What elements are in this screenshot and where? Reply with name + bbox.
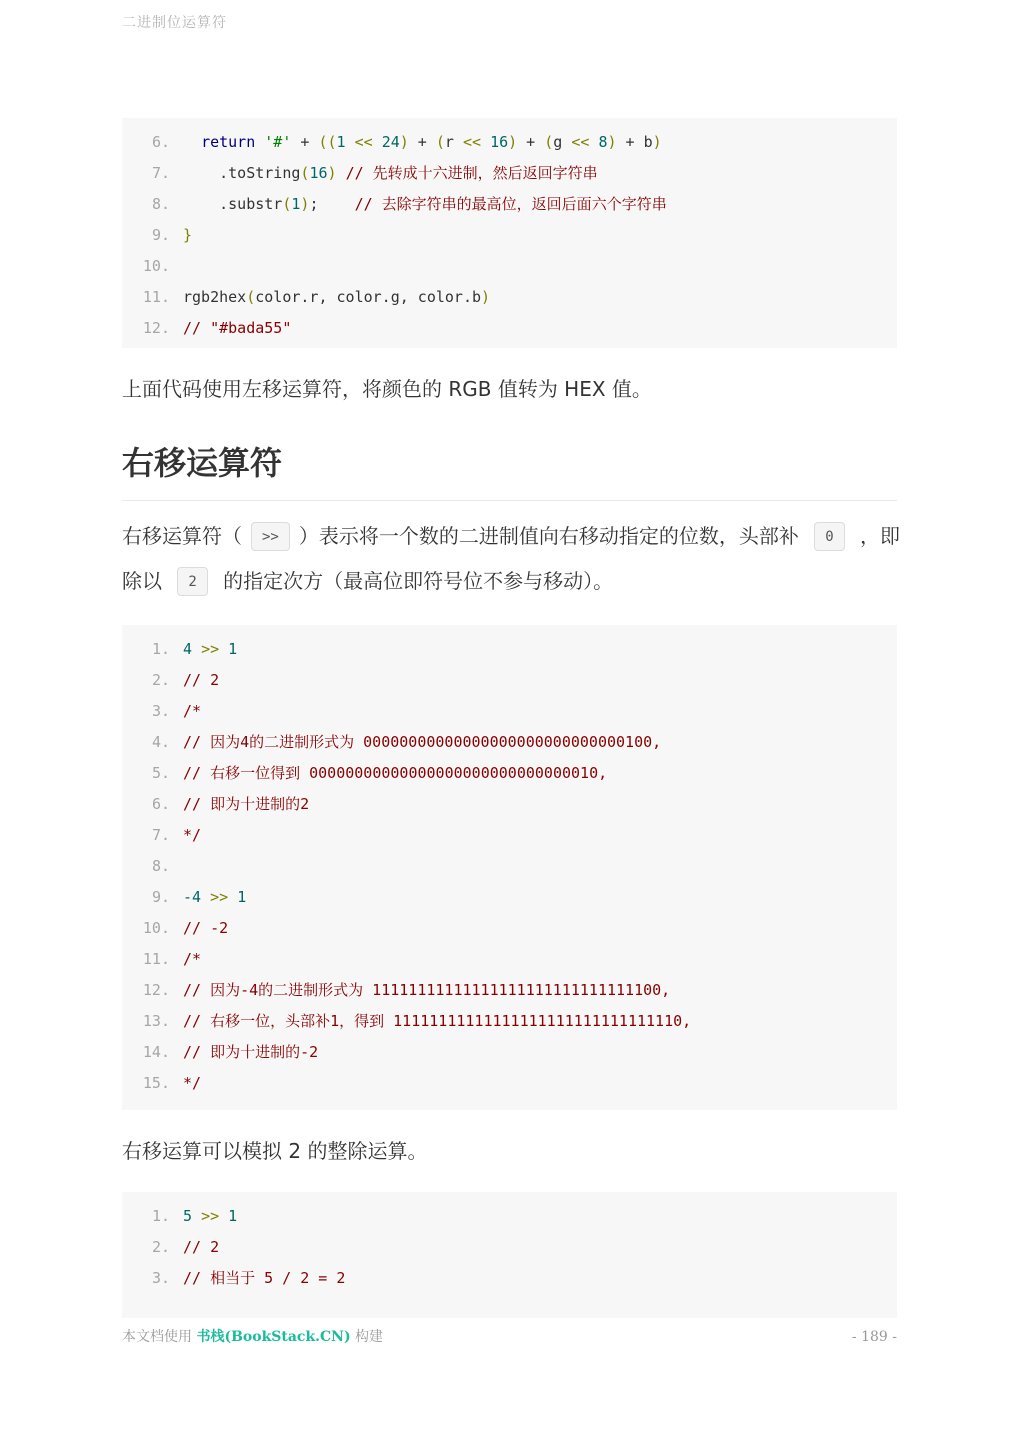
code-line (130, 1263, 897, 1294)
code-line (130, 975, 897, 1006)
line-number: 11. (142, 288, 170, 306)
section-heading-right-shift-operator: 右移运算符 (122, 438, 897, 501)
line-number: 6. (151, 133, 170, 151)
line-number: 11. (142, 950, 170, 968)
code-text: 4 >> 1 (183, 640, 238, 658)
paragraph-right-shift-definition: 右移运算符（ >> ）表示将一个数的二进制值向右移动指定的位数，头部补 0 ，即除以 2 的指定次方（最高位即符号位不参与移动）。 (122, 514, 904, 604)
code-line (130, 313, 897, 344)
paragraph-right-shift-division: 右移运算可以模拟 2 的整除运算。 (122, 1139, 428, 1163)
code-text: // "#bada55" (183, 319, 292, 337)
line-number: 10. (142, 257, 170, 275)
line-number: 7. (151, 164, 170, 182)
line-number: 13. (142, 1012, 170, 1030)
code-line (130, 1068, 897, 1099)
inline-code: >> (251, 522, 290, 551)
code-text: -4 >> 1 (183, 888, 247, 906)
line-number: 8. (151, 857, 170, 875)
code-line (130, 696, 897, 727)
code-text: // 2 (183, 1238, 220, 1256)
footer-build-note (122, 1326, 383, 1346)
footer-suffix: 构建 (350, 1329, 384, 1345)
code-line (130, 1006, 897, 1037)
code-line (130, 727, 897, 758)
code-line (130, 1201, 897, 1232)
code-text: rgb2hex(color.r, color.g, color.b) (183, 288, 491, 306)
code-text: return '#' + ((1 << 24) + (r << 16) + (g << 8) + b) (201, 133, 662, 151)
line-number: 14. (142, 1043, 170, 1061)
line-number: 12. (142, 981, 170, 999)
page-number: - 189 - (851, 1329, 897, 1345)
line-number: 5. (151, 764, 170, 782)
bookstack-brand-link[interactable]: 书栈(BookStack.CN) (196, 1329, 351, 1345)
code-text: } (183, 226, 193, 244)
code-text: // 即为十进制的2 (183, 795, 310, 813)
code-line (130, 944, 897, 975)
code-text: // -2 (183, 919, 229, 937)
line-number: 1. (151, 1207, 170, 1225)
line-number: 9. (151, 226, 170, 244)
running-header-title: 二进制位运算符 (122, 15, 227, 31)
code-line (130, 127, 897, 158)
code-text: /* (183, 950, 202, 968)
code-text: // 2 (183, 671, 220, 689)
code-line (130, 882, 897, 913)
code-text: // 因为4的二进制形式为 00000000000000000000000000000100, (183, 733, 662, 751)
line-number: 12. (142, 319, 170, 337)
code-text: // 因为-4的二进制形式为 11111111111111111111111111111100, (183, 981, 671, 999)
code-block-left-shift-rgb2hex (122, 118, 897, 348)
code-text: // 右移一位，头部补1，得到 11111111111111111111111111111110, (183, 1012, 692, 1030)
code-line (130, 189, 897, 220)
line-number: 4. (151, 733, 170, 751)
line-number: 3. (151, 1269, 170, 1287)
code-block-right-shift-example (122, 625, 897, 1110)
code-text: */ (183, 1074, 202, 1092)
code-text: // 即为十进制的-2 (183, 1043, 319, 1061)
code-line (130, 634, 897, 665)
code-text: .toString(16) // 先转成十六进制，然后返回字符串 (183, 164, 598, 182)
code-line (130, 158, 897, 189)
code-text: // 右移一位得到 00000000000000000000000000000010, (183, 764, 608, 782)
line-number: 7. (151, 826, 170, 844)
code-text: */ (183, 826, 202, 844)
code-line (130, 913, 897, 944)
inline-code: 0 (814, 522, 844, 551)
inline-code: 2 (177, 567, 207, 596)
code-line (130, 851, 897, 882)
code-line (130, 758, 897, 789)
page-footer (122, 1326, 897, 1346)
line-number: 1. (151, 640, 170, 658)
line-number: 2. (151, 1238, 170, 1256)
code-line (130, 220, 897, 251)
line-number: 10. (142, 919, 170, 937)
code-line (130, 282, 897, 313)
line-number: 3. (151, 702, 170, 720)
code-text: /* (183, 702, 202, 720)
code-text: // 相当于 5 / 2 = 2 (183, 1269, 346, 1287)
line-number: 6. (151, 795, 170, 813)
line-number: 8. (151, 195, 170, 213)
code-block-right-shift-division-example (122, 1192, 897, 1318)
code-line (130, 789, 897, 820)
code-line (130, 820, 897, 851)
code-text: 5 >> 1 (183, 1207, 238, 1225)
code-line (130, 251, 897, 282)
line-number: 2. (151, 671, 170, 689)
footer-prefix: 本文档使用 (122, 1329, 197, 1345)
code-text: .substr(1); // 去除字符串的最高位，返回后面六个字符串 (183, 195, 667, 213)
code-line (130, 1037, 897, 1068)
line-number: 15. (142, 1074, 170, 1092)
code-line (130, 1232, 897, 1263)
line-number: 9. (151, 888, 170, 906)
code-line (130, 665, 897, 696)
paragraph-left-shift-summary: 上面代码使用左移运算符，将颜色的 RGB 值转为 HEX 值。 (122, 377, 652, 401)
